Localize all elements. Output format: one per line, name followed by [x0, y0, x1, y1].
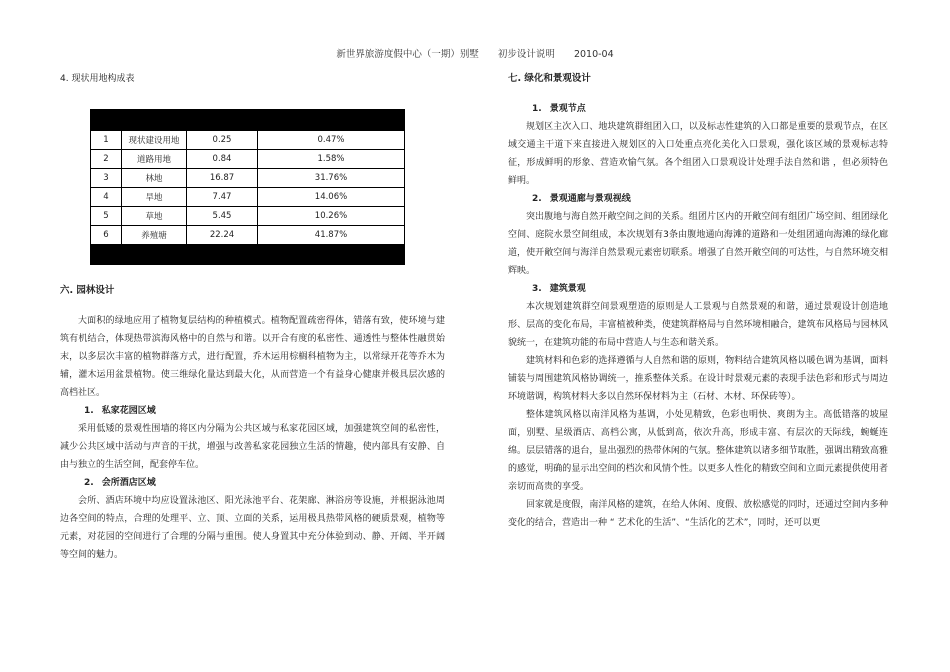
table-cell: 10.26% — [258, 207, 405, 226]
table-cell: 草地 — [122, 207, 187, 226]
table-cell: 养殖塘 — [122, 226, 187, 245]
page-header — [0, 46, 950, 60]
table-cell: 7.47 — [187, 188, 258, 207]
garden-section — [60, 282, 445, 564]
table-cell: 现状建设用地 — [122, 131, 187, 150]
table-cell: 旱地 — [122, 188, 187, 207]
table-cell: 0.25 — [187, 131, 258, 150]
header-date: 2010-04 — [573, 49, 614, 60]
subsection-heading: 3. 建筑景观 — [532, 284, 586, 294]
land-use-table — [90, 109, 405, 265]
table-cell: 0.84 — [187, 150, 258, 169]
left-column — [60, 70, 445, 88]
private-garden-text: 采用低矮的景观性围墙的将区内分隔为公共区域与私家花园区域，加强建筑空间的私密性，减少公共区域中活动与声音的干扰，增强与改善私家花园独立生活的情趣，使内部具有安静、自由与独立的生活空间，配套停车位。 — [60, 424, 445, 470]
table-cell: 2 — [91, 150, 122, 169]
header-doc: 初步设计说明 — [497, 49, 555, 60]
architecture-p2: 建筑材料和色彩的选择遵循与人自然和谐的原则，物料结合建筑风格以暖色调为基调，面料铺装与周围建筑风格协调统一，推系整体关系。在设计时景观元素的表现手法色彩和形式与周边环境谐调，构筑材料大多以自然环保材料为主（石材、木材、环保砖等）。 — [508, 356, 888, 402]
table-cell: 3 — [91, 169, 122, 188]
section-title: 七. 绿化和景观设计 — [508, 73, 591, 84]
architecture-p4: 回家就是度假，南洋风格的建筑，在给人休闲、度假、放松感觉的同时，还通过空间内多种变化的结合，营造出一种 “ 艺术化的生活”、“生活化的艺术”，同时，还可以更 — [508, 500, 888, 528]
table-cell: 41.87% — [258, 226, 405, 245]
table-cell: 14.06% — [258, 188, 405, 207]
subsection-heading: 2. 会所酒店区域 — [84, 478, 156, 488]
table-row — [91, 226, 405, 245]
right-column — [508, 70, 888, 532]
landscape-nodes-text: 规划区主次入口、地块建筑群组团入口，以及标志性建筑的入口都是重要的景观节点，在区域交通主干道下来直接进入规划区的入口处重点亮化美化入口景观，强化该区域的景观标志特征，形成鲜明的形象、营造欢愉气氛。各个组团入口景观设计处理手法自然和谐 ，但必须特色鲜明。 — [508, 122, 888, 186]
subsection-heading: 2. 景观通廊与景观视线 — [532, 194, 631, 204]
table-cell: 16.87 — [187, 169, 258, 188]
header-project: 新世界旅游度假中心（一期）别墅 — [336, 49, 479, 60]
section-title: 六. 园林设计 — [60, 285, 115, 296]
table-row — [91, 150, 405, 169]
subsection-heading: 1. 私家花园区域 — [84, 406, 156, 416]
table-cell: 1 — [91, 131, 122, 150]
table-cell: 22.24 — [187, 226, 258, 245]
clubhouse-text: 会所、酒店环境中均应设置泳池区、阳光泳池平台、花架廊、淋浴房等设施，并根据泳池周边各空间的特点，合理的处理平、立、顶、立面的关系，运用极具热带风格的硬质景观，植物等元素，对花园的空间进行了合理的分隔与重围。使人身置其中充分体验到动、静、开阔、半开阔等空间的魅力。 — [60, 496, 445, 560]
table-row — [91, 169, 405, 188]
table-title: 4. 现状用地构成表 — [60, 74, 135, 84]
table-cell: 31.76% — [258, 169, 405, 188]
table-cell: 6 — [91, 226, 122, 245]
table-cell: 5.45 — [187, 207, 258, 226]
table-cell: 1.58% — [258, 150, 405, 169]
subsection-heading: 1. 景观节点 — [532, 104, 586, 114]
table-cell: 0.47% — [258, 131, 405, 150]
garden-intro: 大面积的绿地应用了植物复层结构的种植模式。植物配置疏密得体，错落有致，使环境与建筑有机结合，体现热带滨海风格中的自然与和谐。以开合有度的私密性、通透性与整体性融贯始末，以多层次丰富的植物群落方式，进行配置，乔木运用棕榈科植物为主，以常绿开花等乔木为辅，灌木运用盆景植物。使三维绿化量达到最大化，从而营造一个有益身心健康并极具层次感的高档社区。 — [60, 316, 445, 398]
table-footer-band — [91, 245, 405, 265]
table-cell: 5 — [91, 207, 122, 226]
architecture-p3: 整体建筑风格以南洋风格为基调，小处见精致，色彩也明快、爽朗为主。高低错落的坡屋面，别墅、星级酒店、高档公寓，从低到高，依次升高，形成丰富、有层次的天际线，蜿蜒连绵。层层错落的退台，显出强烈的热带休闲的气氛。整体建筑以诸多细节取胜，强调出精致高雅的感觉，明确的显示出空间的档次和风情个性。以更多人性化的精致空间和立面元素提供使用者亲切而高贵的享受。 — [508, 410, 888, 492]
table-cell: 道路用地 — [122, 150, 187, 169]
architecture-p1: 本次规划建筑群空间景观塑造的原则是人工景观与自然景观的和谐，通过景观设计创造地形、层高的变化布局，丰富植被种类，使建筑群格局与自然环境相融合，建筑布风格局与园林风貌统一，在建筑功能的布局中营造人与生态和谐关系。 — [508, 302, 888, 348]
table-row — [91, 188, 405, 207]
table-row — [91, 131, 405, 150]
table-header-band — [91, 110, 405, 131]
table-row — [91, 207, 405, 226]
table-cell: 4 — [91, 188, 122, 207]
corridor-text: 突出腹地与海自然开敞空间之间的关系。组团片区内的开敞空间有组团广场空间、组团绿化空间、庭院水景空间组成，本次规划有3条由腹地通向海滩的道路和一处组团通向海滩的绿化廊道，使开敞空间与海洋自然景观元素密切联系。增强了自然开敞空间的可达性，与自然环境交相辉映。 — [508, 212, 888, 276]
table-cell: 林地 — [122, 169, 187, 188]
